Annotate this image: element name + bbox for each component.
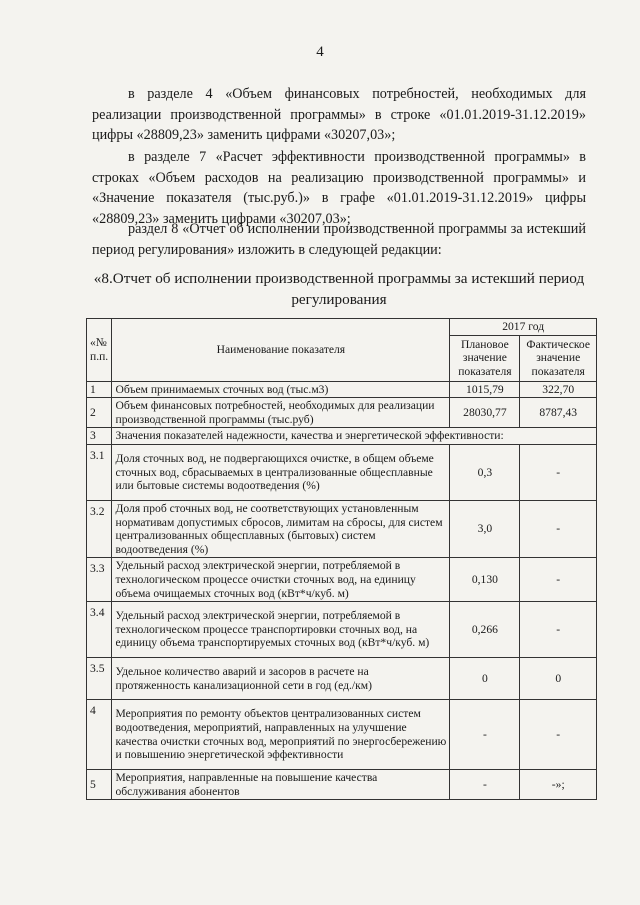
table-row bbox=[87, 770, 597, 800]
row-number: 5 bbox=[87, 770, 112, 800]
table-row bbox=[87, 558, 597, 602]
header-fact: Фактическое значение показателя bbox=[520, 335, 597, 381]
page-number: 4 bbox=[316, 44, 324, 60]
row-name: Удельный расход электрической энергии, потребляемой в технологическом процессе транспортировки сточных вод, на единицу объема транспортируемых сточных вод (кВт*ч/куб. м) bbox=[112, 602, 450, 658]
row-number: 3.1 bbox=[87, 444, 112, 500]
header-name: Наименование показателя bbox=[112, 319, 450, 382]
row-name: Доля проб сточных вод, не соответствующих установленным нормативам допустимых сбросов, лимитам на сбросы, для систем централизованных общесплавных (бытовых) систем водоотведения (%) bbox=[112, 500, 450, 557]
row-fact-value: 0 bbox=[520, 658, 597, 700]
row-plan-value: 0,3 bbox=[450, 444, 520, 500]
row-plan-value: 0,130 bbox=[450, 558, 520, 602]
row-name: Объем принимаемых сточных вод (тыс.м3) bbox=[112, 381, 450, 398]
table-row bbox=[87, 444, 597, 500]
row-plan-value: 0,266 bbox=[450, 602, 520, 658]
header-plan: Плановое значение показателя bbox=[450, 335, 520, 381]
row-plan-value: - bbox=[450, 770, 520, 800]
paragraph-3: раздел 8 «Отчет об исполнении производственной программы за истекший период регулирования» изложить в следующей редакции: bbox=[92, 221, 586, 258]
row-fact-value: - bbox=[520, 558, 597, 602]
row-name: Доля сточных вод, не подвергающихся очистке, в общем объеме сточных вод, сбрасываемых в централизованные общесплавные или бытовые системы водоотведения (%) bbox=[112, 444, 450, 500]
row-number: 1 bbox=[87, 381, 112, 398]
row-plan-value: 3,0 bbox=[450, 500, 520, 557]
row-plan-value: 0 bbox=[450, 658, 520, 700]
row-fact-value: - bbox=[520, 700, 597, 770]
report-table bbox=[86, 318, 597, 800]
row-plan-value: 28030,77 bbox=[450, 398, 520, 428]
row-name: Мероприятия по ремонту объектов централизованных систем водоотведения, мероприятий, направленных на улучшение качества очистки сточных вод, мероприятий по энергосбережению и повышению энергетической эффективности bbox=[112, 700, 450, 770]
row-name: Удельное количество аварий и засоров в расчете на протяженность канализационной сети в год (ед./км) bbox=[112, 658, 450, 700]
row-number: 3.5 bbox=[87, 658, 112, 700]
row-number: 4 bbox=[87, 700, 112, 770]
header-num: «№ п.п. bbox=[87, 319, 112, 382]
row-fact-value: 8787,43 bbox=[520, 398, 597, 428]
table-row bbox=[87, 398, 597, 428]
row-fact-value: -»; bbox=[520, 770, 597, 800]
row-fact-value: 322,70 bbox=[520, 381, 597, 398]
row-fact-value: - bbox=[520, 602, 597, 658]
table-row bbox=[87, 658, 597, 700]
row-number: 3.2 bbox=[87, 500, 112, 557]
row-number: 2 bbox=[87, 398, 112, 428]
table-row bbox=[87, 381, 597, 398]
row-number: 3 bbox=[87, 428, 112, 445]
row-name: Объем финансовых потребностей, необходимых для реализации производственной программы (тыс.руб) bbox=[112, 398, 450, 428]
section-heading: «8.Отчет об исполнении производственной программы за истекший период регулирования bbox=[93, 270, 585, 308]
table-row bbox=[87, 500, 597, 557]
table-row bbox=[87, 700, 597, 770]
table-body bbox=[87, 381, 597, 800]
table-row bbox=[87, 428, 597, 445]
row-name: Значения показателей надежности, качества и энергетической эффективности: bbox=[112, 428, 597, 445]
row-plan-value: 1015,79 bbox=[450, 381, 520, 398]
row-number: 3.3 bbox=[87, 558, 112, 602]
paragraph-2: в разделе 7 «Расчет эффективности производственной программы» в строках «Объем расходов на реализацию производственной программы» и «Значение показателя (тыс.руб.)» в графе «01.01.2019-31.12.2019» цифры «28809,23» заменить цифрами «30207,03»; bbox=[92, 149, 586, 227]
row-number: 3.4 bbox=[87, 602, 112, 658]
row-fact-value: - bbox=[520, 500, 597, 557]
row-plan-value: - bbox=[450, 700, 520, 770]
table-row bbox=[87, 602, 597, 658]
row-name: Удельный расход электрической энергии, потребляемой в технологическом процессе очистки сточных вод, на единицу объема очищаемых сточных вод (кВт*ч/куб. м) bbox=[112, 558, 450, 602]
header-year: 2017 год bbox=[450, 319, 597, 336]
row-fact-value: - bbox=[520, 444, 597, 500]
row-name: Мероприятия, направленные на повышение качества обслуживания абонентов bbox=[112, 770, 450, 800]
paragraph-1: в разделе 4 «Объем финансовых потребностей, необходимых для реализации производственной программы» в строке «01.01.2019-31.12.2019» цифры «28809,23» заменить цифрами «30207,03»; bbox=[92, 86, 586, 143]
